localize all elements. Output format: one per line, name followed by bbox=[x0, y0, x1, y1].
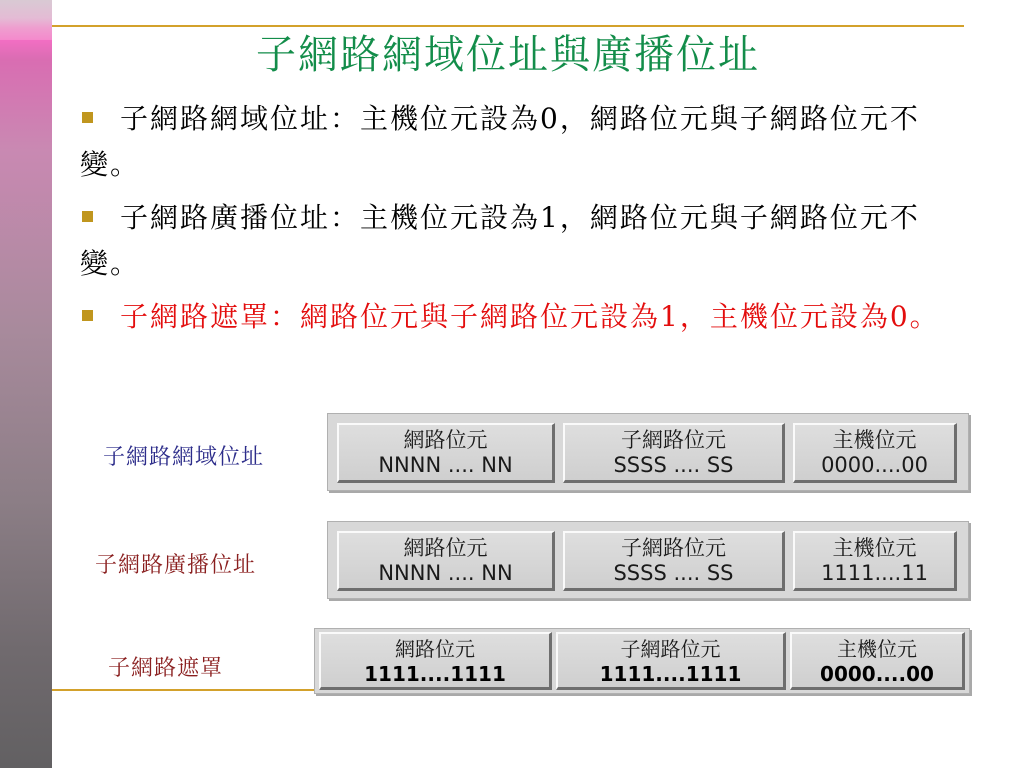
host-bits-cell bbox=[790, 632, 965, 690]
cell-value: 1111....1111 bbox=[599, 662, 742, 686]
bullet-item bbox=[80, 96, 950, 188]
square-bullet-icon bbox=[82, 211, 93, 222]
subnet-bits-cell bbox=[563, 423, 785, 483]
top-rule bbox=[52, 25, 964, 27]
cell-value: SSSS .... SS bbox=[613, 561, 734, 585]
subnet-bits-cell bbox=[563, 531, 785, 591]
cell-value: NNNN .... NN bbox=[378, 453, 513, 477]
cell-value: SSSS .... SS bbox=[613, 453, 734, 477]
bullet-text: 子網路遮罩：網路位元與子網路位元設為1，主機位元設為0。 bbox=[120, 300, 940, 333]
network-bits-cell bbox=[319, 632, 552, 690]
cell-name: 網路位元 bbox=[403, 536, 488, 560]
bullet-list bbox=[80, 96, 950, 347]
cell-name: 網路位元 bbox=[403, 428, 488, 452]
bullet-item bbox=[80, 294, 950, 340]
cell-name: 主機位元 bbox=[837, 637, 917, 661]
slide-title: 子網路網域位址與廣播位址 bbox=[256, 32, 760, 78]
bullet-text: 子網路廣播位址：主機位元設為1，網路位元與子網路位元不變。 bbox=[80, 201, 920, 280]
cell-value: 1111....1111 bbox=[364, 662, 506, 686]
host-bits-cell bbox=[793, 531, 957, 591]
broadcast-address-label: 子網路廣播位址 bbox=[95, 553, 257, 578]
host-bits-cell bbox=[793, 423, 957, 483]
network-address-strip bbox=[327, 413, 969, 491]
slide-sidebar bbox=[0, 0, 52, 768]
bullet-item bbox=[80, 195, 950, 287]
cell-value: NNNN .... NN bbox=[378, 561, 513, 585]
network-address-label: 子網路網域位址 bbox=[103, 445, 265, 470]
square-bullet-icon bbox=[82, 112, 93, 123]
cell-name: 網路位元 bbox=[395, 637, 475, 661]
subnet-bits-cell bbox=[556, 632, 786, 690]
cell-name: 子網路位元 bbox=[621, 428, 726, 452]
cell-value: 0000....00 bbox=[820, 662, 934, 686]
cell-value: 0000....00 bbox=[821, 453, 928, 477]
subnet-mask-label: 子網路遮罩 bbox=[108, 656, 224, 681]
network-bits-cell bbox=[337, 423, 555, 483]
cell-name: 主機位元 bbox=[832, 536, 917, 560]
subnet-mask-strip bbox=[314, 628, 970, 694]
cell-name: 主機位元 bbox=[832, 428, 917, 452]
cell-name: 子網路位元 bbox=[621, 536, 726, 560]
network-bits-cell bbox=[337, 531, 555, 591]
cell-name: 子網路位元 bbox=[620, 637, 721, 661]
square-bullet-icon bbox=[82, 310, 93, 321]
bullet-text: 子網路網域位址：主機位元設為0，網路位元與子網路位元不變。 bbox=[80, 102, 920, 181]
cell-value: 1111....11 bbox=[821, 561, 928, 585]
broadcast-address-strip bbox=[327, 521, 969, 599]
